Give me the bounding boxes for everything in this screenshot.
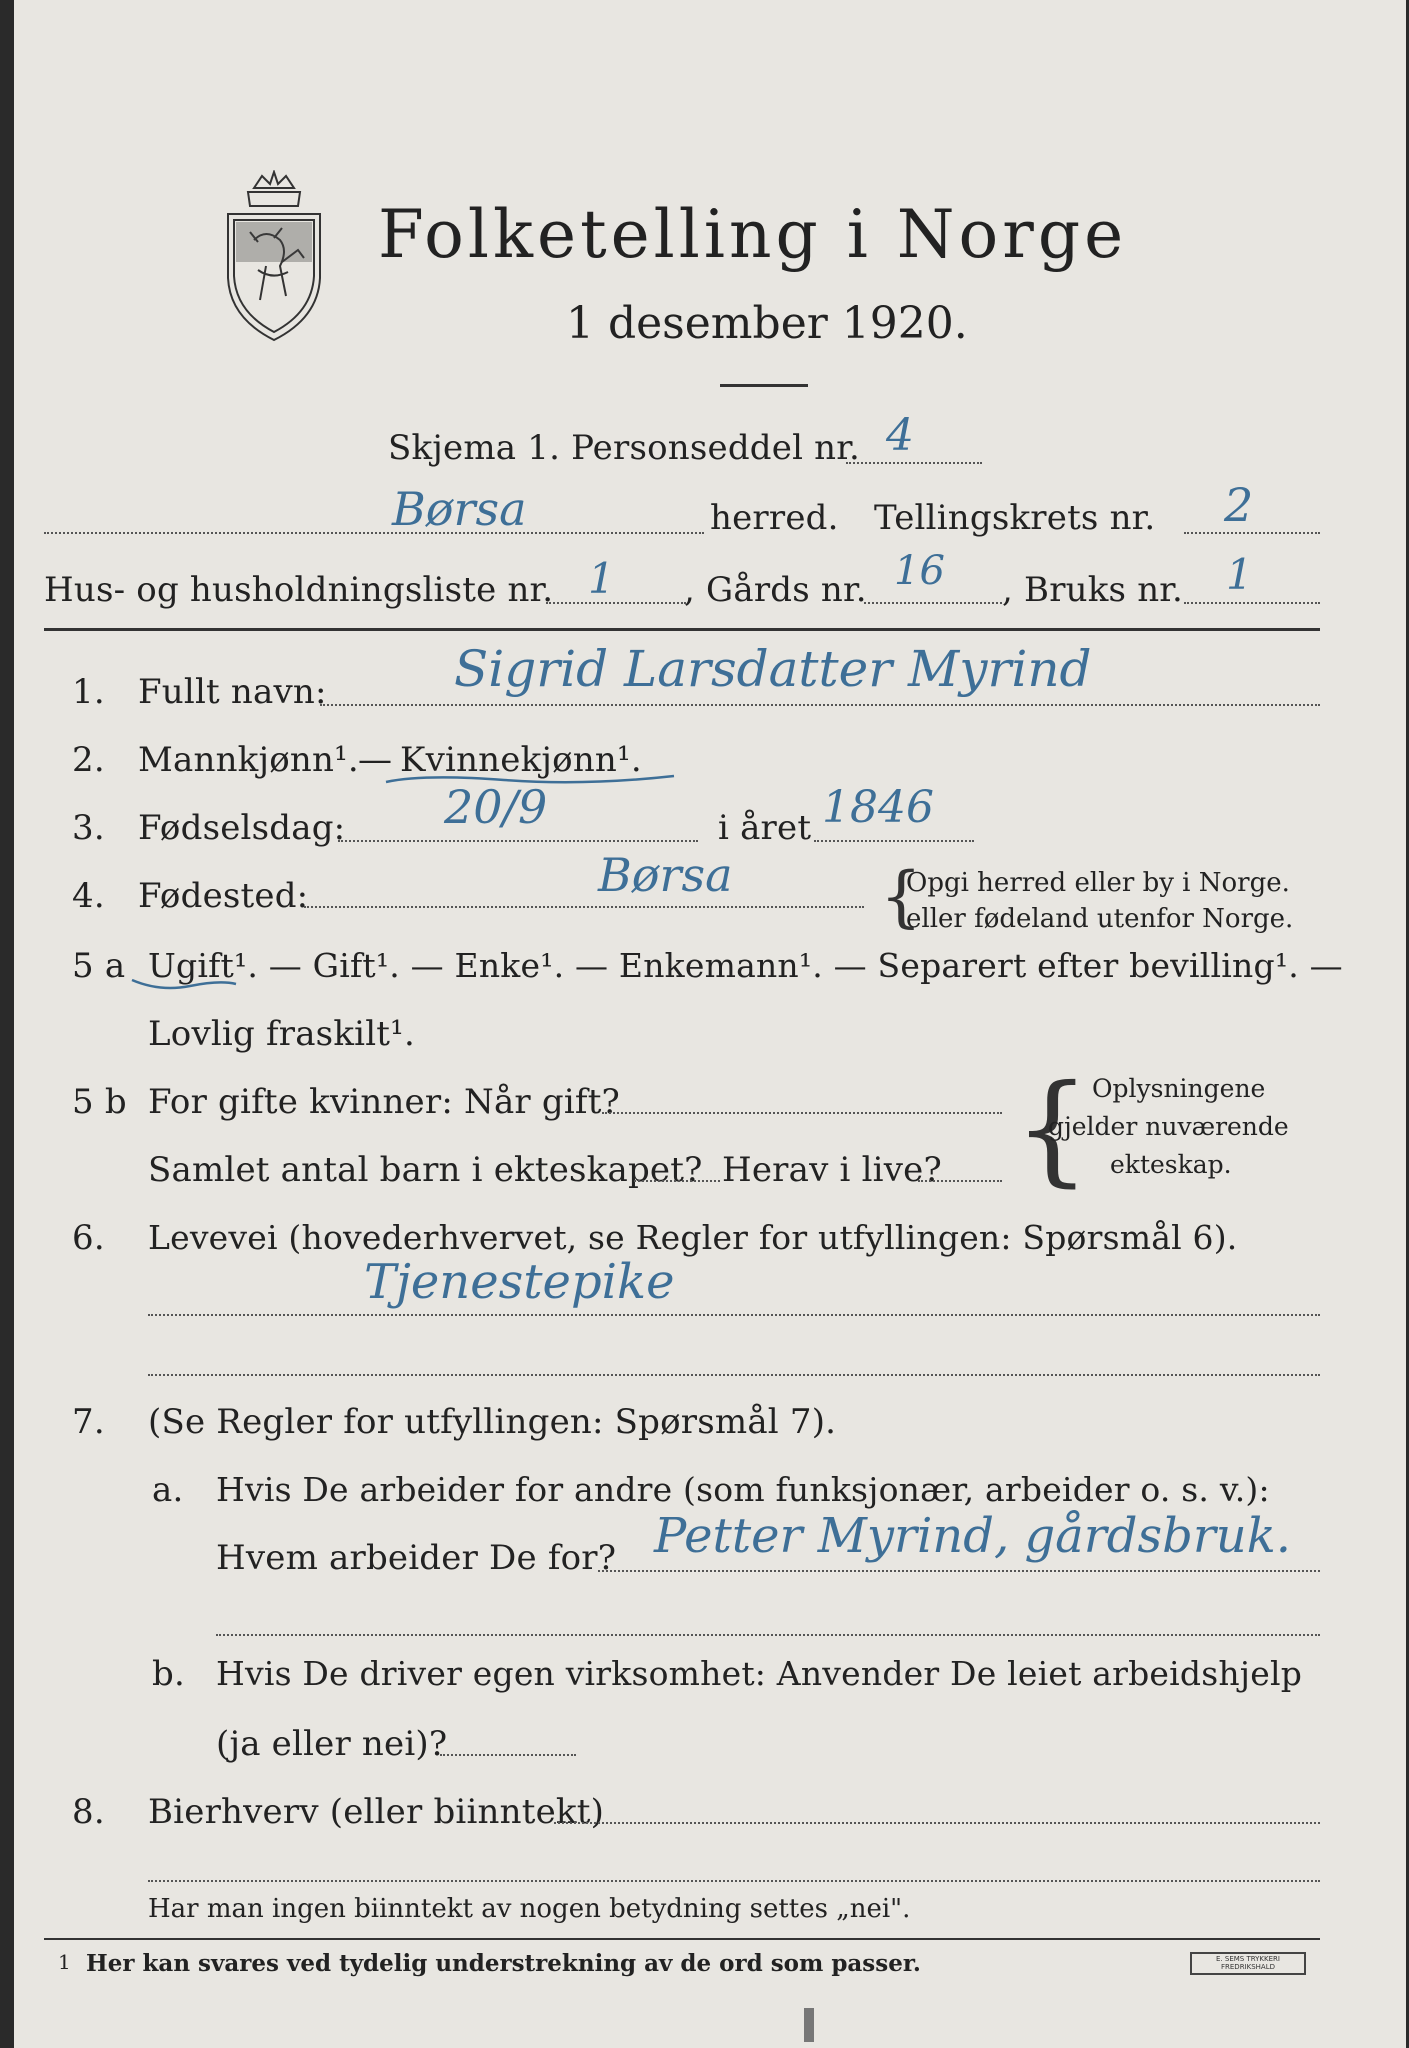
herred-line bbox=[44, 532, 704, 534]
title-divider bbox=[720, 384, 808, 387]
q6-line1 bbox=[148, 1314, 1320, 1316]
census-date: 1 desember 1920. bbox=[566, 298, 968, 349]
bruks-value: 1 bbox=[1226, 550, 1253, 599]
coat-of-arms-icon bbox=[214, 170, 334, 345]
q7b-line bbox=[440, 1754, 576, 1756]
tellingskrets-label: Tellingskrets nr. bbox=[874, 498, 1156, 538]
bruks-line bbox=[1184, 602, 1320, 604]
q3-birth-year-value: 1846 bbox=[822, 782, 934, 833]
q8-number: 8. bbox=[72, 1792, 105, 1832]
binding-mark bbox=[804, 2008, 814, 2042]
q7a-line2 bbox=[216, 1634, 1320, 1636]
household-list-value: 1 bbox=[588, 554, 615, 603]
q4-line bbox=[304, 906, 864, 908]
q7a-employer-line bbox=[598, 1570, 1320, 1572]
q3-year-line bbox=[814, 840, 974, 842]
q6-occupation-value: Tjenestepike bbox=[364, 1254, 675, 1310]
schema-number-line bbox=[846, 462, 982, 464]
q3-year-label: i året bbox=[718, 808, 812, 848]
q5b-married-when-label: For gifte kvinner: Når gift? bbox=[148, 1082, 620, 1122]
tellingskrets-line bbox=[1184, 532, 1320, 534]
q5b-note-line3: ekteskap. bbox=[1110, 1150, 1232, 1179]
q6-label: Levevei (hovederhvervet, se Regler for utfyllingen: Spørsmål 6). bbox=[148, 1218, 1238, 1257]
q7-number: 7. bbox=[72, 1402, 105, 1442]
biinntekt-note: Har man ingen biinntekt av nogen betydning settes „nei". bbox=[148, 1894, 911, 1924]
q8-line1 bbox=[554, 1822, 1320, 1824]
bruks-label: , Bruks nr. bbox=[1002, 570, 1184, 610]
q7b-line2: (ja eller nei)? bbox=[216, 1724, 448, 1764]
census-form bbox=[14, 0, 1406, 2048]
q5a-ugift-underline bbox=[130, 974, 240, 998]
q4-note-brace: { bbox=[880, 858, 922, 935]
schema-number-value: 4 bbox=[886, 410, 914, 461]
q1-full-name-value: Sigrid Larsdatter Myrind bbox=[454, 640, 1092, 698]
q7b-letter: b. bbox=[152, 1654, 185, 1694]
q5b-children-label: Samlet antal barn i ekteskapet? bbox=[148, 1150, 703, 1190]
footnote-text: Her kan svares ved tydelig understrekning av de ord som passer. bbox=[86, 1950, 921, 1977]
printer-stamp-line2: FREDRIKSHALD bbox=[1220, 1963, 1275, 1972]
household-list-line bbox=[546, 602, 686, 604]
q6-line2 bbox=[148, 1374, 1320, 1376]
gards-value: 16 bbox=[894, 548, 945, 594]
q2-dash: — bbox=[358, 740, 393, 780]
q5b-note-line1: Oplysningene bbox=[1092, 1074, 1266, 1103]
q6-number: 6. bbox=[72, 1218, 105, 1258]
q5a-options: Ugift¹. — Gift¹. — Enke¹. — Enkemann¹. — Separert efter bevilling¹. — bbox=[148, 946, 1343, 985]
q3-label: Fødselsdag: bbox=[138, 808, 346, 848]
header-divider bbox=[44, 628, 1320, 631]
q7b-line1: Hvis De driver egen virksomhet: Anvender De leiet arbeidshjelp bbox=[216, 1654, 1303, 1693]
q5b-alive-line bbox=[918, 1180, 1002, 1182]
q4-note-line2: eller fødeland utenfor Norge. bbox=[906, 904, 1294, 934]
q1-line bbox=[320, 704, 1320, 706]
q4-label: Fødested: bbox=[138, 876, 309, 916]
herred-label: herred. bbox=[710, 498, 839, 538]
q4-number: 4. bbox=[72, 876, 105, 916]
q5b-alive-label: Herav i live? bbox=[722, 1150, 942, 1190]
q3-number: 3. bbox=[72, 808, 105, 848]
herred-value: Børsa bbox=[392, 482, 527, 536]
q7a-employer-value: Petter Myrind, gårdsbruk. bbox=[654, 1508, 1292, 1564]
q3-date-line bbox=[338, 840, 698, 842]
q5a-options-line2: Lovlig fraskilt¹. bbox=[148, 1014, 415, 1054]
q5b-note-line2: gjelder nuværende bbox=[1048, 1112, 1289, 1141]
footer-divider bbox=[44, 1938, 1320, 1940]
schema-label: Skjema 1. Personseddel nr. bbox=[388, 428, 860, 468]
q8-line2 bbox=[148, 1880, 1320, 1882]
q7a-letter: a. bbox=[152, 1470, 184, 1510]
q5a-number: 5 a bbox=[72, 946, 126, 986]
printer-stamp-line1: E. SEMS TRYKKERI bbox=[1216, 1955, 1280, 1963]
q1-number: 1. bbox=[72, 672, 105, 712]
footnote-mark: 1 bbox=[58, 1950, 71, 1974]
q5b-note-brace: { bbox=[1014, 1060, 1091, 1199]
household-list-label: Hus- og husholdningsliste nr. bbox=[44, 570, 554, 610]
q7a-employer-label: Hvem arbeider De for? bbox=[216, 1538, 617, 1578]
q2-female-option: Kvinnekjønn¹. bbox=[400, 740, 642, 780]
q5b-number: 5 b bbox=[72, 1082, 127, 1122]
q1-label: Fullt navn: bbox=[138, 672, 327, 712]
tellingskrets-value: 2 bbox=[1224, 478, 1254, 532]
gards-label: , Gårds nr. bbox=[684, 570, 867, 610]
q2-male-option: Mannkjønn¹. bbox=[138, 740, 359, 780]
q5b-married-when-line bbox=[602, 1112, 1002, 1114]
q7a-line1: Hvis De arbeider for andre (som funksjonær, arbeider o. s. v.): bbox=[216, 1470, 1270, 1509]
q4-birthplace-value: Børsa bbox=[598, 848, 733, 902]
q4-note-line1: Opgi herred eller by i Norge. bbox=[906, 868, 1290, 898]
q5b-children-line bbox=[634, 1180, 720, 1182]
q7-label: (Se Regler for utfyllingen: Spørsmål 7). bbox=[148, 1402, 837, 1442]
q8-label: Bierhverv (eller biinntekt) bbox=[148, 1792, 605, 1832]
q3-birth-date-value: 20/9 bbox=[444, 780, 548, 834]
printer-stamp bbox=[1190, 1952, 1306, 1975]
form-title: Folketelling i Norge bbox=[378, 196, 1128, 273]
gards-line bbox=[864, 602, 1002, 604]
q2-number: 2. bbox=[72, 740, 105, 780]
